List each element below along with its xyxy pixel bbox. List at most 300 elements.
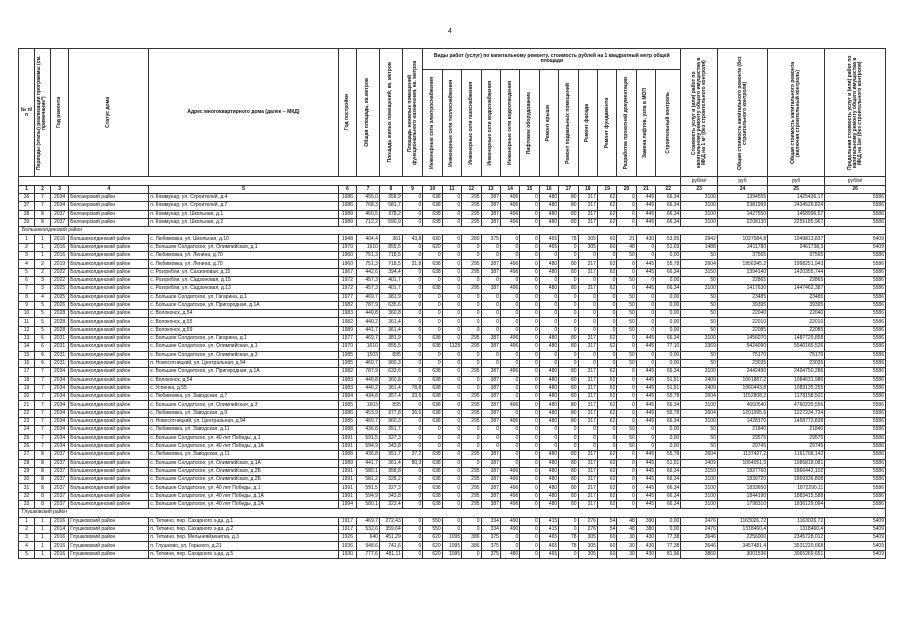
table-cell: 5409: [825, 534, 886, 542]
table-cell: 1: [19, 517, 35, 525]
table-cell: 0: [442, 442, 461, 450]
table-cell: 2037: [50, 218, 68, 226]
table-cell: 39: [19, 218, 35, 226]
table-cell: 465: [539, 534, 558, 542]
table-cell: 60: [597, 243, 616, 251]
table-cell: 317: [578, 500, 597, 508]
table-cell: 0: [462, 517, 481, 525]
table-cell: 0: [559, 525, 578, 533]
table-cell: 0: [636, 442, 655, 450]
table-cell: 0: [500, 376, 519, 384]
table-cell: 3860: [681, 550, 718, 558]
table-cell: 77,10: [656, 343, 681, 351]
table-cell: 387: [481, 418, 500, 426]
table-cell: 741,6: [379, 542, 402, 550]
table-cell: 0: [481, 276, 500, 284]
table-cell: 3100: [681, 210, 718, 218]
table-cell: 638: [423, 343, 442, 351]
table-cell: 8: [19, 293, 35, 301]
table-cell: 480: [539, 335, 558, 343]
table-cell: 7: [34, 194, 50, 202]
table-cell: 445: [636, 500, 655, 508]
table-cell: 0: [597, 442, 616, 450]
table-cell: 1487729,858: [768, 335, 825, 343]
table-cell: 0: [462, 252, 481, 260]
table-cell: Большеколдинский район: [69, 260, 149, 268]
table-row: [19, 252, 886, 260]
table-cell: 1503: [357, 401, 380, 409]
table-cell: 0: [500, 276, 519, 284]
table-cell: 387: [481, 451, 500, 459]
table-cell: с. Волоконск, д.55: [149, 318, 339, 326]
table-cell: 0,00: [656, 351, 681, 359]
header-living-area: Площадь жилых помещений, кв. метров: [387, 62, 394, 163]
table-cell: 5: [34, 301, 50, 309]
table-cell: 3646: [681, 534, 718, 542]
table-cell: 1: [34, 525, 50, 533]
table-cell: 0: [462, 351, 481, 359]
table-cell: 638: [423, 418, 442, 426]
table-cell: 1986: [338, 194, 356, 202]
table-cell: 1: [34, 243, 50, 251]
table-cell: 305: [578, 550, 597, 558]
table-cell: 1420355,744: [768, 268, 825, 276]
table-cell: 3065269,651: [768, 550, 825, 558]
header-total-cost-sk: Общая стоимость капитального ремонта (включая строительный контроль): [790, 61, 802, 164]
table-cell: 1394140: [717, 268, 767, 276]
table-cell: 480: [539, 492, 558, 500]
column-number: 9: [402, 186, 423, 194]
column-number: 11: [442, 186, 461, 194]
table-cell: 0: [539, 318, 558, 326]
table-cell: 480: [539, 376, 558, 384]
table-cell: 17: [19, 368, 35, 376]
table-cell: 1: [34, 235, 50, 243]
table-cell: 29: [19, 467, 35, 475]
table-cell: 638: [423, 384, 442, 392]
table-cell: 31,8: [402, 260, 423, 268]
table-cell: 0: [539, 351, 558, 359]
table-cell: 2: [34, 268, 50, 276]
table-cell: 480: [539, 451, 558, 459]
table-cell: 8: [34, 476, 50, 484]
table-row: [19, 301, 886, 309]
table-cell: 377,8: [379, 409, 402, 417]
table-cell: 0: [481, 351, 500, 359]
table-cell: 317: [578, 194, 597, 202]
table-cell: Большеколдинский район: [69, 326, 149, 334]
table-cell: 0: [539, 310, 558, 318]
table-cell: 581,2: [357, 476, 380, 484]
table-cell: 0: [402, 401, 423, 409]
table-cell: 5586: [825, 384, 886, 392]
table-cell: 305: [578, 542, 597, 550]
table-cell: 7: [19, 285, 35, 293]
table-cell: 0,00: [656, 359, 681, 367]
table-cell: 0: [539, 252, 558, 260]
table-cell: 401,7: [379, 285, 402, 293]
table-cell: 0: [520, 418, 539, 426]
table-cell: 80: [559, 409, 578, 417]
table-cell: 1970: [338, 243, 356, 251]
table-cell: 80: [559, 418, 578, 426]
table-cell: 3100: [681, 492, 718, 500]
table-cell: Большеколдинский район: [69, 368, 149, 376]
table-cell: 1417630: [717, 285, 767, 293]
table-row: [19, 359, 886, 367]
column-number: 22: [656, 186, 681, 194]
table-cell: 50: [681, 442, 718, 450]
table-cell: 6: [34, 351, 50, 359]
table-cell: 638: [423, 376, 442, 384]
table-cell: 280: [462, 235, 481, 243]
table-cell: 0: [578, 318, 597, 326]
table-cell: 2037: [50, 492, 68, 500]
table-cell: 0: [520, 542, 539, 550]
table-cell: 50: [617, 426, 636, 434]
table-cell: 3: [34, 276, 50, 284]
table-cell: 381,9: [379, 335, 402, 343]
table-cell: 0: [520, 194, 539, 202]
table-cell: 0: [578, 326, 597, 334]
table-cell: 5586: [825, 451, 886, 459]
table-cell: 7: [34, 442, 50, 450]
header-nonres-area: Площадь нежилых помещений функционального назначения, кв. метров: [406, 60, 418, 165]
table-cell: 640: [357, 534, 380, 542]
column-number: 7: [357, 186, 380, 194]
table-cell: с. Большое Солдатское, ул. Пригородная, д.1А: [149, 301, 339, 309]
table-cell: 317: [578, 384, 597, 392]
table-cell: 490: [500, 517, 519, 525]
table-cell: 0: [597, 252, 616, 260]
table-cell: 2034: [50, 401, 68, 409]
table-cell: 22865: [768, 276, 825, 284]
table-cell: 0: [442, 434, 461, 442]
table-cell: 2494750,286: [768, 368, 825, 376]
table-cell: 0: [617, 202, 636, 210]
table-body: [19, 194, 886, 559]
table-cell: 387: [481, 467, 500, 475]
table-cell: 2022: [50, 268, 68, 276]
table-cell: с. Большое Солдатское, ул. Олимпийская, д.1: [149, 343, 339, 351]
table-cell: 0: [520, 409, 539, 417]
table-cell: 38: [19, 210, 35, 218]
table-row: [19, 442, 886, 450]
column-number: 16: [539, 186, 558, 194]
table-row: [19, 335, 886, 343]
table-cell: 0: [520, 351, 539, 359]
table-cell: 2037: [50, 210, 68, 218]
table-cell: 496: [500, 260, 519, 268]
table-cell: 317: [578, 467, 597, 475]
table-cell: 496: [500, 194, 519, 202]
table-cell: 43,8: [402, 235, 423, 243]
table-cell: 1152808,2: [717, 393, 767, 401]
table-row: [19, 376, 886, 384]
table-cell: 0: [442, 218, 461, 226]
table-cell: 855,5: [379, 343, 402, 351]
table-cell: 295: [462, 484, 481, 492]
table-cell: 1456070: [717, 335, 767, 343]
table-cell: 0: [617, 376, 636, 384]
table-cell: 0: [617, 368, 636, 376]
table-cell: 0: [481, 359, 500, 367]
group-row: [19, 227, 886, 235]
table-row: [19, 293, 886, 301]
table-cell: 0: [520, 492, 539, 500]
table-cell: 2022: [50, 276, 68, 284]
table-cell: 2: [19, 525, 35, 533]
table-cell: 445: [636, 492, 655, 500]
table-cell: с. Любимовка, ул. Ленина, д.70: [149, 252, 339, 260]
table-cell: 50: [681, 310, 718, 318]
table-cell: 5586: [825, 252, 886, 260]
table-cell: с. Большое Солдатское, ул. 40 лет Победы, д.1А: [149, 442, 339, 450]
table-cell: с. Большое Солдатское, ул. 40 лет Победы, д.1: [149, 484, 339, 492]
group-row: [19, 509, 886, 517]
table-cell: 0: [442, 335, 461, 343]
table-cell: с. Большое Солдатское, ул. Гагарина, д.1: [149, 335, 339, 343]
table-cell: 3531220,668: [768, 542, 825, 550]
table-cell: 0: [578, 252, 597, 260]
table-cell: 0: [559, 351, 578, 359]
table-cell: 1970: [338, 343, 356, 351]
table-row: [19, 194, 886, 202]
table-cell: 445: [636, 335, 655, 343]
table-cell: с. Розгребли, ул. Садзоновая, д.15: [149, 276, 339, 284]
table-cell: 496: [500, 401, 519, 409]
table-cell: 1610: [357, 343, 380, 351]
table-cell: п. Теткино, пер. Сахарного з-да, д.1: [149, 517, 339, 525]
table-cell: 445: [636, 194, 655, 202]
table-cell: 272,43: [379, 517, 402, 525]
table-cell: с. Волоконск, д.54: [149, 376, 339, 384]
table-cell: 456,0: [357, 194, 380, 202]
table-cell: 22040: [768, 310, 825, 318]
table-cell: 387: [481, 409, 500, 417]
table-row: [19, 418, 886, 426]
table-cell: 7: [34, 418, 50, 426]
table-row: [19, 343, 886, 351]
table-cell: 394,4: [379, 268, 402, 276]
table-cell: 3369: [681, 343, 718, 351]
table-cell: 0: [423, 318, 442, 326]
table-cell: 62: [597, 418, 616, 426]
table-cell: 78: [559, 534, 578, 542]
table-cell: 77,38: [656, 534, 681, 542]
table-cell: 415: [539, 525, 558, 533]
table-cell: 2016: [50, 252, 68, 260]
table-cell: 550: [423, 517, 442, 525]
table-cell: 50: [681, 426, 718, 434]
table-cell: 78: [559, 542, 578, 550]
table-cell: 590,9: [379, 218, 402, 226]
table-cell: 18: [19, 376, 35, 384]
table-cell: 80: [559, 401, 578, 409]
table-cell: 0: [402, 368, 423, 376]
table-cell: 0: [481, 310, 500, 318]
table-cell: 1095: [442, 534, 461, 542]
header-work-facade: Ремонт фасада: [584, 103, 591, 143]
table-cell: 480: [539, 218, 558, 226]
table-cell: 0: [402, 343, 423, 351]
table-cell: 5: [19, 268, 35, 276]
table-cell: 327,3: [379, 434, 402, 442]
table-cell: 20: [19, 393, 35, 401]
table-row: [19, 409, 886, 417]
table-cell: 8: [34, 500, 50, 508]
table-cell: 380: [636, 525, 655, 533]
table-cell: 0: [559, 442, 578, 450]
table-cell: 0: [481, 293, 500, 301]
table-cell: 620: [423, 243, 442, 251]
table-cell: 1977: [338, 335, 356, 343]
header-work-foundation: Ремонт фундамента: [603, 97, 610, 149]
table-cell: 80: [559, 500, 578, 508]
table-cell: 0: [559, 318, 578, 326]
header-unit-cost: Стоимость услуг и (или) работ по капитальному ремонту общего имущества в МКД на 1 м² (без строительного контроля): [690, 57, 707, 168]
table-cell: 66,34: [656, 476, 681, 484]
table-cell: 0: [597, 310, 616, 318]
table-cell: Большеколдинский район: [69, 351, 149, 359]
table-cell: 317: [578, 218, 597, 226]
table-cell: 2031: [50, 359, 68, 367]
header-work-sewage: Инженерные сети водоотведения: [506, 81, 513, 165]
table-cell: 480: [500, 550, 519, 558]
table-cell: 5586: [825, 359, 886, 367]
table-cell: 496: [500, 343, 519, 351]
table-cell: 295: [462, 492, 481, 500]
header-status: Статус дома: [105, 97, 112, 128]
header-total-area: Общая площадь, кв.метров: [364, 78, 371, 147]
table-cell: 0: [617, 210, 636, 218]
table-cell: 0: [442, 359, 461, 367]
table-cell: 1178158,501: [768, 393, 825, 401]
table-cell: 317: [578, 210, 597, 218]
table-cell: п. Коммунар, ул. Школьная, д.2: [149, 218, 339, 226]
table-cell: 62: [597, 218, 616, 226]
table-cell: 351,7: [379, 426, 402, 434]
table-cell: 496: [500, 467, 519, 475]
table-cell: 8: [34, 210, 50, 218]
table-cell: 0: [539, 301, 558, 309]
table-cell: 2476: [681, 525, 718, 533]
table-cell: 480: [539, 202, 558, 210]
table-cell: 387: [481, 401, 500, 409]
table-cell: 0: [423, 301, 442, 309]
table-cell: 50: [681, 351, 718, 359]
table-cell: с. Большое Солдатское, ул. Пригородная, д.1А: [149, 368, 339, 376]
table-cell: 0: [500, 359, 519, 367]
table-cell: 2409: [681, 376, 718, 384]
table-cell: 2025: [50, 293, 68, 301]
table-cell: 11: [19, 318, 35, 326]
table-cell: 0: [520, 384, 539, 392]
table-cell: 496: [500, 335, 519, 343]
table-cell: 1083135,255: [768, 384, 825, 392]
table-cell: 5586: [825, 459, 886, 467]
table-row: [19, 534, 886, 542]
table-cell: 60: [597, 235, 616, 243]
table-cell: 0: [423, 359, 442, 367]
table-cell: 0: [481, 434, 500, 442]
table-cell: 0: [520, 442, 539, 450]
table-cell: 0: [402, 534, 423, 542]
page-number: 4: [448, 28, 452, 35]
table-cell: 66,34: [656, 335, 681, 343]
table-cell: 3100: [681, 194, 718, 202]
table-cell: 1798310: [717, 500, 767, 508]
table-cell: 0: [462, 550, 481, 558]
table-cell: 48: [617, 517, 636, 525]
table-cell: 0: [636, 359, 655, 367]
table-cell: 387: [481, 210, 500, 218]
table-cell: 1991: [338, 492, 356, 500]
table-cell: 0: [636, 426, 655, 434]
table-row: [19, 210, 886, 218]
table-cell: 1869336,808: [768, 476, 825, 484]
table-cell: 0: [442, 235, 461, 243]
table-cell: п. Коммунар, ул. Строителей, д.7: [149, 202, 339, 210]
table-cell: 2: [34, 260, 50, 268]
table-cell: 66,34: [656, 194, 681, 202]
table-cell: 0: [500, 434, 519, 442]
table-cell: Глушковский район: [69, 542, 149, 550]
table-cell: 50: [617, 442, 636, 450]
table-row: [19, 326, 886, 334]
table-cell: 6: [19, 276, 35, 284]
table-cell: 0: [559, 434, 578, 442]
table-cell: 480: [539, 484, 558, 492]
table-cell: 0: [520, 376, 539, 384]
table-cell: 30: [617, 534, 636, 542]
table-cell: 480: [539, 384, 558, 392]
table-cell: Большеколдинский район: [69, 384, 149, 392]
table-cell: 50: [617, 318, 636, 326]
table-cell: 0: [402, 218, 423, 226]
table-cell: 317: [578, 409, 597, 417]
table-cell: 62: [597, 476, 616, 484]
table-cell: 0: [481, 318, 500, 326]
table-cell: 50: [617, 434, 636, 442]
table-cell: 387: [481, 194, 500, 202]
table-cell: 0: [559, 326, 578, 334]
table-cell: 0: [442, 260, 461, 268]
table-cell: 440,8: [357, 310, 380, 318]
table-cell: 0: [597, 426, 616, 434]
table-cell: 0: [520, 426, 539, 434]
table-row: [19, 492, 886, 500]
table-cell: 0: [481, 426, 500, 434]
table-cell: 381,9: [379, 293, 402, 301]
table-cell: 62: [597, 260, 616, 268]
table-cell: 2037: [50, 484, 68, 492]
table-cell: 0: [402, 268, 423, 276]
table-cell: 594,9: [357, 442, 380, 450]
table-cell: 25: [19, 434, 35, 442]
table-cell: 1948: [338, 235, 356, 243]
table-cell: 30: [617, 550, 636, 558]
table-cell: Большеколдинский район: [69, 252, 149, 260]
table-cell: 0: [442, 484, 461, 492]
table-cell: 2476: [681, 517, 718, 525]
table-cell: 5586: [825, 310, 886, 318]
table-cell: 0: [442, 194, 461, 202]
table-cell: 0: [442, 401, 461, 409]
table-cell: 305: [578, 235, 597, 243]
table-cell: 0: [402, 202, 423, 210]
table-cell: 317: [578, 476, 597, 484]
